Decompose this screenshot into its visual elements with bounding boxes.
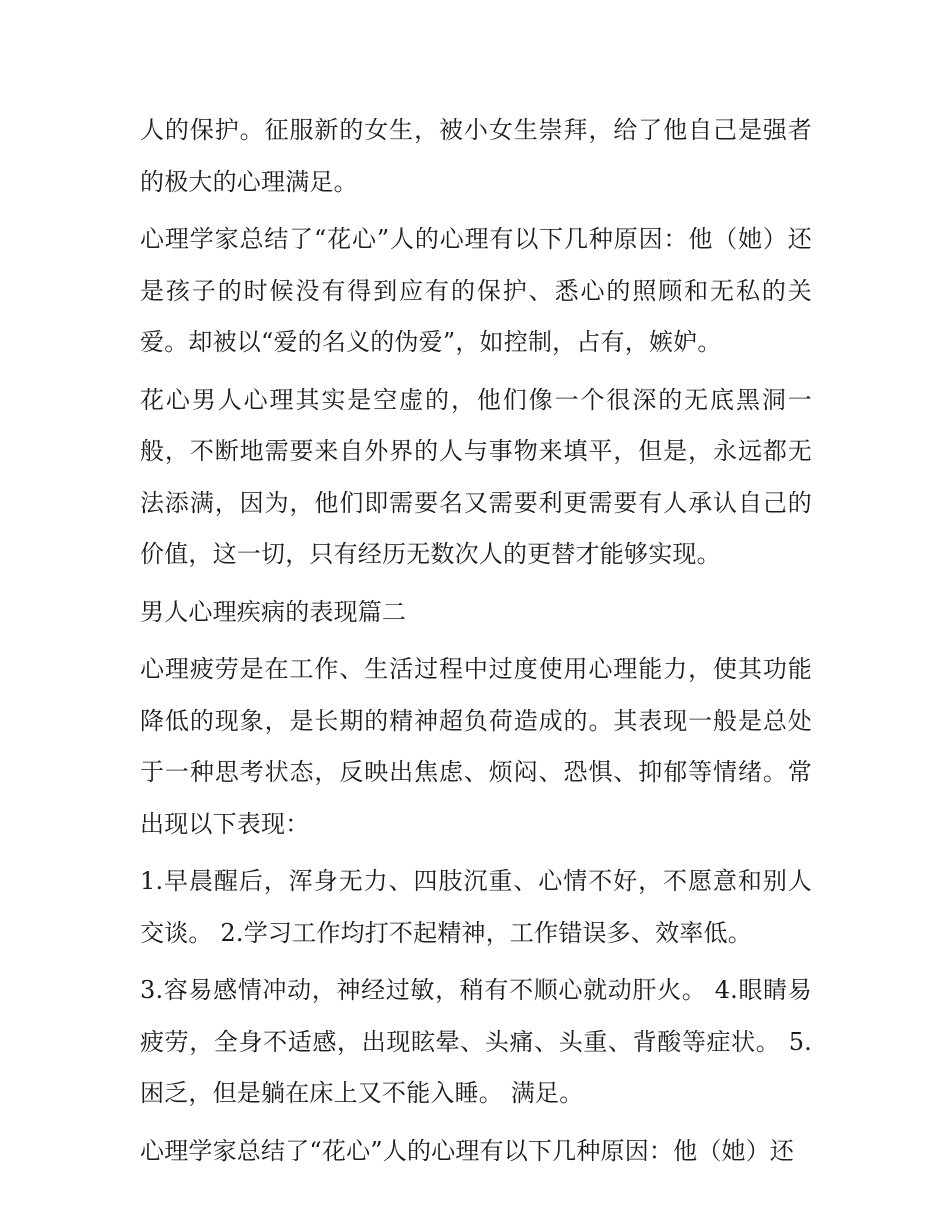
paragraph-3: 花心男人心理其实是空虚的，他们像一个很深的无底黑洞一般，不断地需要来自外界的人与事物来填平，但是，永远都无法添满，因为，他们即需要名又需要利更需要有人承认自己的价值，这一切，只有经历无数次人的更替才能够实现。 xyxy=(140,385,812,568)
paragraph-2: 心理学家总结了“花心”人的心理有以下几种原因：他（她）还是孩子的时候没有得到应有的保护、悉心的照顾和无私的关爱。却被以“爱的名义的伪爱”，如控制，占有，嫉妒。 xyxy=(140,225,812,356)
paragraph-5: 1.早晨醒后，浑身无力、四肢沉重、心情不好，不愿意和别人交谈。 2.学习工作均打不起精神，工作错误多、效率低。 xyxy=(140,867,812,947)
document-body xyxy=(140,105,812,1183)
paragraph-7: 心理学家总结了“花心”人的心理有以下几种原因：他（她）还 xyxy=(140,1136,795,1165)
section-heading: 男人心理疾病的表现篇二 xyxy=(140,597,407,626)
paragraph-1: 人的保护。征服新的女生，被小女生崇拜，给了他自己是强者的极大的心理满足。 xyxy=(140,116,812,196)
paragraph-4: 心理疲劳是在工作、生活过程中过度使用心理能力，使其功能降低的现象，是长期的精神超负荷造成的。其表现一般是总处于一种思考状态，反映出焦虑、烦闷、恐惧、抑郁等情绪。常出现以下表现： xyxy=(140,655,812,838)
paragraph-6: 3.容易感情冲动，神经过敏，稍有不顺心就动肝火。 4.眼睛易疲劳，全身不适感，出现眩晕、头痛、头重、背酸等症状。 5.困乏，但是躺在床上又不能入睡。 满足。 xyxy=(140,976,812,1107)
